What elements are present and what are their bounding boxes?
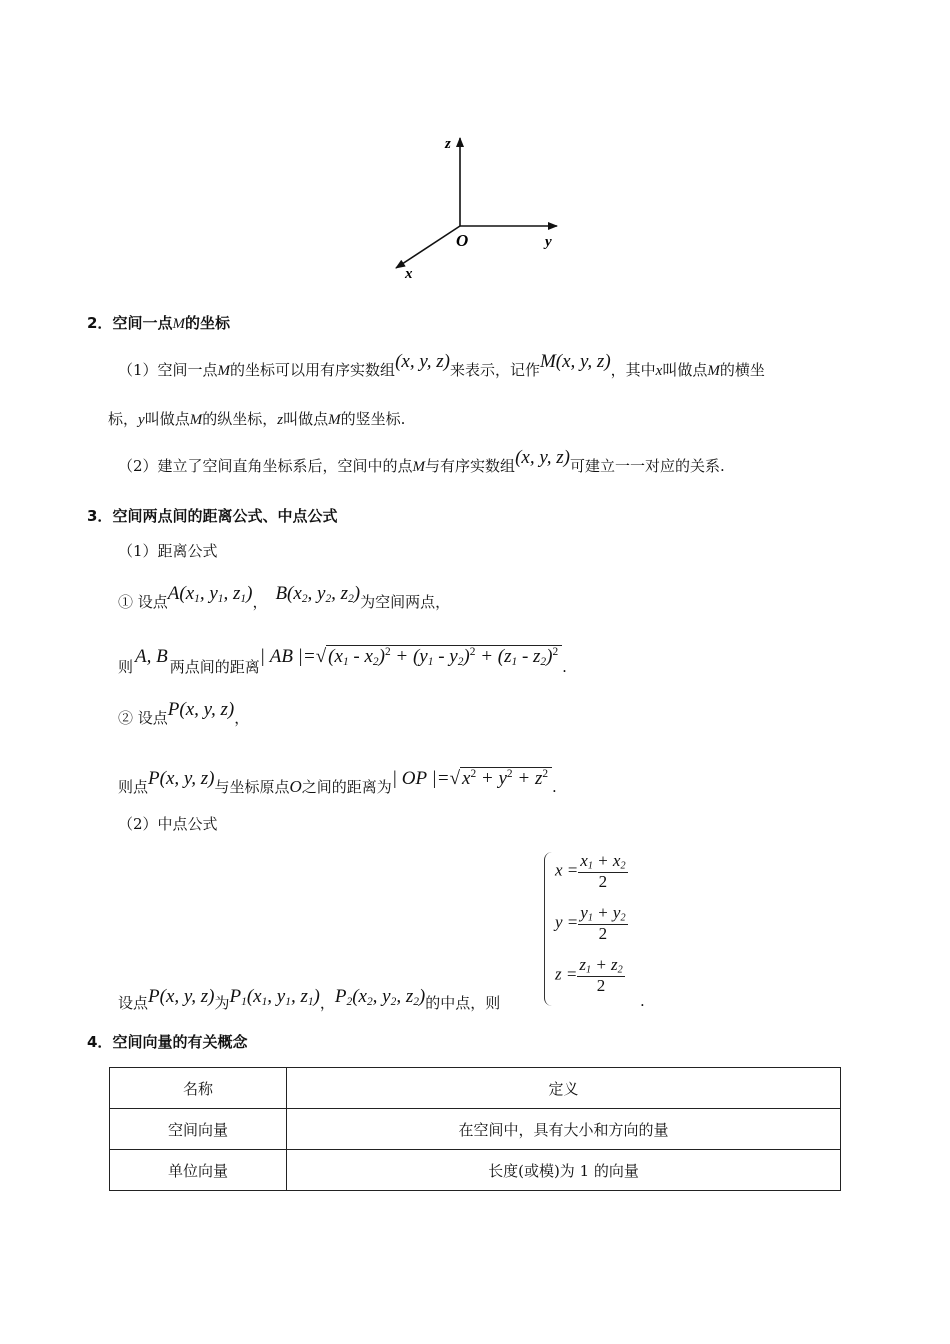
distance-ab-formula: | AB |=√ $(x_1 - x_2)^2 + (y_1 - y_2)^2 + (z_1 - z_2)^2$ (260, 646, 562, 667)
tuple-xyz: (x, y, z) (395, 351, 450, 372)
point-m: M (412, 459, 426, 475)
y-axis-label: y (545, 234, 552, 250)
text: 与坐标原点 (214, 777, 290, 796)
text: 则 (118, 657, 134, 676)
point-m: M (328, 412, 341, 428)
heading-text: 空间一点 (112, 314, 173, 332)
origin-o: O (289, 776, 302, 796)
distance-op-formula: | OP |=√ $x^2 + y^2 + z^2$ (392, 768, 552, 789)
var-x: x (655, 363, 663, 379)
var-z: z (277, 412, 284, 428)
tuple-xyz: (x, y, z) (515, 447, 570, 468)
point-m: M (217, 363, 231, 379)
cell-name: 单位向量 (110, 1150, 287, 1191)
distance-formula-subheading: （1）距离公式 (118, 542, 218, 560)
x-axis-label: x (405, 266, 413, 282)
header-definition: 定义 (287, 1068, 841, 1109)
section-number: 4． (87, 1033, 113, 1051)
z-axis-label: z (445, 136, 451, 152)
sec2-para1-line1 (118, 352, 765, 389)
header-name: 名称 (110, 1068, 287, 1109)
text: ，其中 (610, 361, 656, 379)
text: ① 设点 (118, 593, 168, 611)
point-p-coordinates: P(x, y, z) (148, 986, 215, 1007)
point-p2-coordinates: $P_2(x_2$, $y_2$, $z_2$) (334, 986, 426, 1008)
point-b-coordinates: $B(x_2$, $y_2$, $z_2$) (275, 583, 361, 605)
text: 与有序实数组 (425, 457, 516, 475)
text: 的竖坐标. (340, 410, 406, 428)
text: 的纵坐标， (202, 410, 278, 428)
table-row (110, 1150, 841, 1191)
midpoint-brace (544, 852, 553, 1006)
text: 来表示，记作 (449, 361, 540, 379)
text: 为空间两点， (360, 593, 451, 611)
sec2-para2 (118, 448, 725, 485)
text: ， (252, 593, 268, 611)
section-4-heading (87, 1031, 247, 1052)
midpoint-system (555, 852, 628, 1008)
text: 的中点，则 (425, 994, 501, 1012)
distance-case2-line1 (118, 700, 249, 736)
text: 为 (214, 994, 230, 1012)
point-m: M (172, 316, 185, 332)
origin-label: O (456, 231, 469, 250)
text: 可建立一一对应的关系. (569, 457, 725, 475)
var-y: y (138, 412, 145, 428)
text: ② 设点 (118, 709, 168, 727)
point-p1-coordinates: $P_1(x_1$, $y_1$, $z_1$) (229, 986, 320, 1008)
text: 之间的距离为 (301, 777, 392, 796)
vector-concepts-table (109, 1067, 841, 1191)
midpoint-formula-subheading: （2）中点公式 (118, 815, 218, 833)
denominator: 2 (596, 976, 606, 996)
section-3-heading (87, 505, 337, 526)
midpoint-line (118, 985, 500, 1026)
text: . (552, 777, 557, 796)
text: 两点间的距离 (169, 657, 260, 676)
denominator: 2 (598, 924, 608, 944)
distance-case2-line2 (118, 762, 557, 807)
section-number: 2． (87, 314, 113, 332)
text: 则点 (118, 777, 149, 796)
heading-text: 空间向量的有关概念 (112, 1033, 248, 1051)
text: 设点 (118, 994, 149, 1012)
sec2-para1-line2 (108, 408, 405, 429)
text: 叫做点 (662, 361, 708, 379)
table-row (110, 1109, 841, 1150)
midpoint-z-equation: z = $\frac{z_1 + z_2}{2}$ (555, 955, 623, 996)
point-p-coordinates: P(x, y, z) (167, 699, 235, 720)
midpoint-period: . (640, 992, 645, 1010)
distance-case1-line2 (118, 642, 567, 692)
coordinate-axes-figure (380, 128, 570, 286)
text: 叫做点 (283, 410, 329, 428)
cell-name: 空间向量 (110, 1109, 287, 1150)
midpoint-y-equation: y = $\frac{y_1 + y_2}{2}$ (555, 903, 626, 944)
text: （2）建立了空间直角坐标系后，空间中的点 (118, 457, 413, 475)
denominator: 2 (598, 872, 608, 892)
point-m: M (707, 363, 720, 379)
points-ab: A, B (135, 645, 168, 667)
point-a-coordinates: $A(x_1$, $y_1$, $z_1$) (167, 583, 253, 605)
distance-case1-line1 (118, 584, 450, 625)
text: 标， (108, 410, 139, 428)
x-axis-line (396, 226, 460, 268)
text: ， (319, 994, 335, 1012)
table-header-row (110, 1068, 841, 1109)
section-2-heading (87, 312, 230, 333)
heading-text: 空间两点间的距离公式、中点公式 (112, 507, 338, 525)
text: （1）空间一点 (118, 361, 218, 379)
point-p-coordinates: P(x, y, z) (148, 767, 215, 789)
midpoint-x-equation: x = $\frac{x_1 + x_2}{2}$ (555, 851, 626, 892)
cell-definition: 长度(或模)为 1 的向量 (287, 1150, 841, 1191)
point-m: M (189, 412, 203, 428)
cell-definition: 在空间中，具有大小和方向的量 (287, 1109, 841, 1150)
text: 的横坐 (719, 361, 765, 379)
heading-text: 的坐标 (184, 314, 230, 332)
text: 叫做点 (144, 410, 190, 428)
section-number: 3． (87, 507, 113, 525)
text: 的坐标可以用有序实数组 (230, 361, 396, 379)
text: . (562, 657, 567, 676)
text: ， (234, 709, 250, 727)
tuple-mxyz: M(x, y, z) (539, 351, 611, 372)
